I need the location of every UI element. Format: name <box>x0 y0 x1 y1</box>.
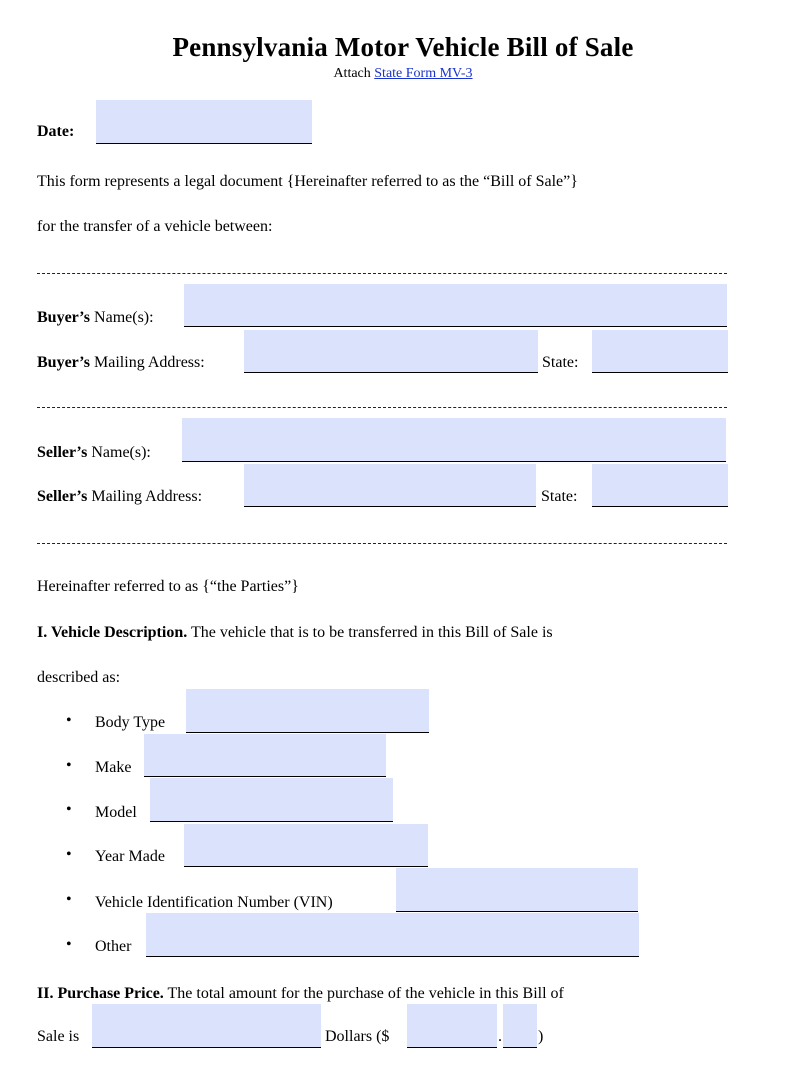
parties-text: Hereinafter referred to as {“the Parties”} <box>37 578 299 595</box>
other-underline <box>146 956 639 957</box>
buyer-state-underline <box>592 372 728 373</box>
bullet-model: • <box>66 801 72 818</box>
section1-text: The vehicle that is to be transferred in this Bill of Sale is <box>190 624 553 641</box>
bullet-body-type: • <box>66 712 72 729</box>
buyer-state-field[interactable] <box>592 330 728 372</box>
vin-underline <box>396 911 638 912</box>
attach-prefix: Attach <box>333 66 371 81</box>
buyer-name-field[interactable] <box>184 284 727 326</box>
bullet-year-made: • <box>66 846 72 863</box>
price-dollars-underline <box>407 1047 497 1048</box>
seller-state-label: State: <box>541 488 578 505</box>
price-cents-field[interactable] <box>503 1004 537 1047</box>
seller-name-label <box>37 444 151 462</box>
divider-3 <box>37 543 727 544</box>
sale-is-label: Sale is <box>37 1028 80 1045</box>
section2-text: The total amount for the purchase of the vehicle in this Bill of <box>167 985 564 1002</box>
date-label: Date: <box>37 123 75 140</box>
vin-label: Vehicle Identification Number (VIN) <box>95 894 333 911</box>
model-field[interactable] <box>150 778 393 821</box>
body-type-label: Body Type <box>95 714 166 731</box>
intro-line-1: This form represents a legal document {Hereinafter referred to as the “Bill of Sale”} <box>37 173 578 190</box>
section1-text-2: described as: <box>37 669 121 686</box>
buyer-address-label-bold: Buyer’s <box>37 354 91 371</box>
seller-address-underline <box>244 506 536 507</box>
year-made-underline <box>184 866 428 867</box>
buyer-state-label: State: <box>542 354 579 371</box>
buyer-name-underline <box>184 326 727 327</box>
body-type-underline <box>186 732 429 733</box>
dollars-label: Dollars ($ <box>325 1028 390 1045</box>
section1-heading: I. Vehicle Description. <box>37 624 188 641</box>
price-words-field[interactable] <box>92 1004 321 1047</box>
seller-name-field[interactable] <box>182 418 726 461</box>
section1-paragraph <box>37 624 553 642</box>
make-underline <box>144 776 386 777</box>
seller-address-field[interactable] <box>244 464 536 506</box>
seller-name-label-bold: Seller’s <box>37 444 88 461</box>
buyer-address-label <box>37 354 205 372</box>
section2-paragraph <box>37 985 564 1003</box>
divider-2 <box>37 407 727 408</box>
buyer-name-label-bold: Buyer’s <box>37 309 91 326</box>
date-underline <box>96 143 312 144</box>
date-field[interactable] <box>96 100 312 143</box>
price-cents-underline <box>503 1047 537 1048</box>
close-paren: ) <box>538 1028 544 1045</box>
make-field[interactable] <box>144 734 386 776</box>
vin-field[interactable] <box>396 868 638 911</box>
model-underline <box>150 821 393 822</box>
other-label: Other <box>95 938 132 955</box>
document-title: Pennsylvania Motor Vehicle Bill of Sale <box>172 32 634 62</box>
seller-address-label-rest: Mailing Address: <box>91 488 203 505</box>
attach-note <box>0 66 806 82</box>
decimal-point: . <box>498 1028 502 1045</box>
price-words-underline <box>92 1047 321 1048</box>
seller-name-label-rest: Name(s): <box>91 444 151 461</box>
seller-name-underline <box>182 461 726 462</box>
seller-address-label <box>37 488 202 506</box>
price-dollars-field[interactable] <box>407 1004 497 1047</box>
state-form-mv3-link[interactable]: State Form MV-3 <box>374 66 473 81</box>
seller-state-field[interactable] <box>592 464 728 506</box>
divider-1 <box>37 273 727 274</box>
buyer-address-field[interactable] <box>244 330 538 372</box>
bullet-vin: • <box>66 891 72 908</box>
bullet-other: • <box>66 936 72 953</box>
seller-state-underline <box>592 506 728 507</box>
year-made-field[interactable] <box>184 824 428 866</box>
bullet-make: • <box>66 757 72 774</box>
buyer-address-underline <box>244 372 538 373</box>
make-label: Make <box>95 759 132 776</box>
body-type-field[interactable] <box>186 689 429 732</box>
section2-heading: II. Purchase Price. <box>37 985 164 1002</box>
model-label: Model <box>95 804 137 821</box>
buyer-name-label <box>37 309 154 327</box>
seller-address-label-bold: Seller’s <box>37 488 88 505</box>
buyer-name-label-rest: Name(s): <box>94 309 154 326</box>
intro-line-2: for the transfer of a vehicle between: <box>37 218 273 235</box>
other-field[interactable] <box>146 913 639 956</box>
year-made-label: Year Made <box>95 848 165 865</box>
buyer-address-label-rest: Mailing Address: <box>94 354 205 371</box>
